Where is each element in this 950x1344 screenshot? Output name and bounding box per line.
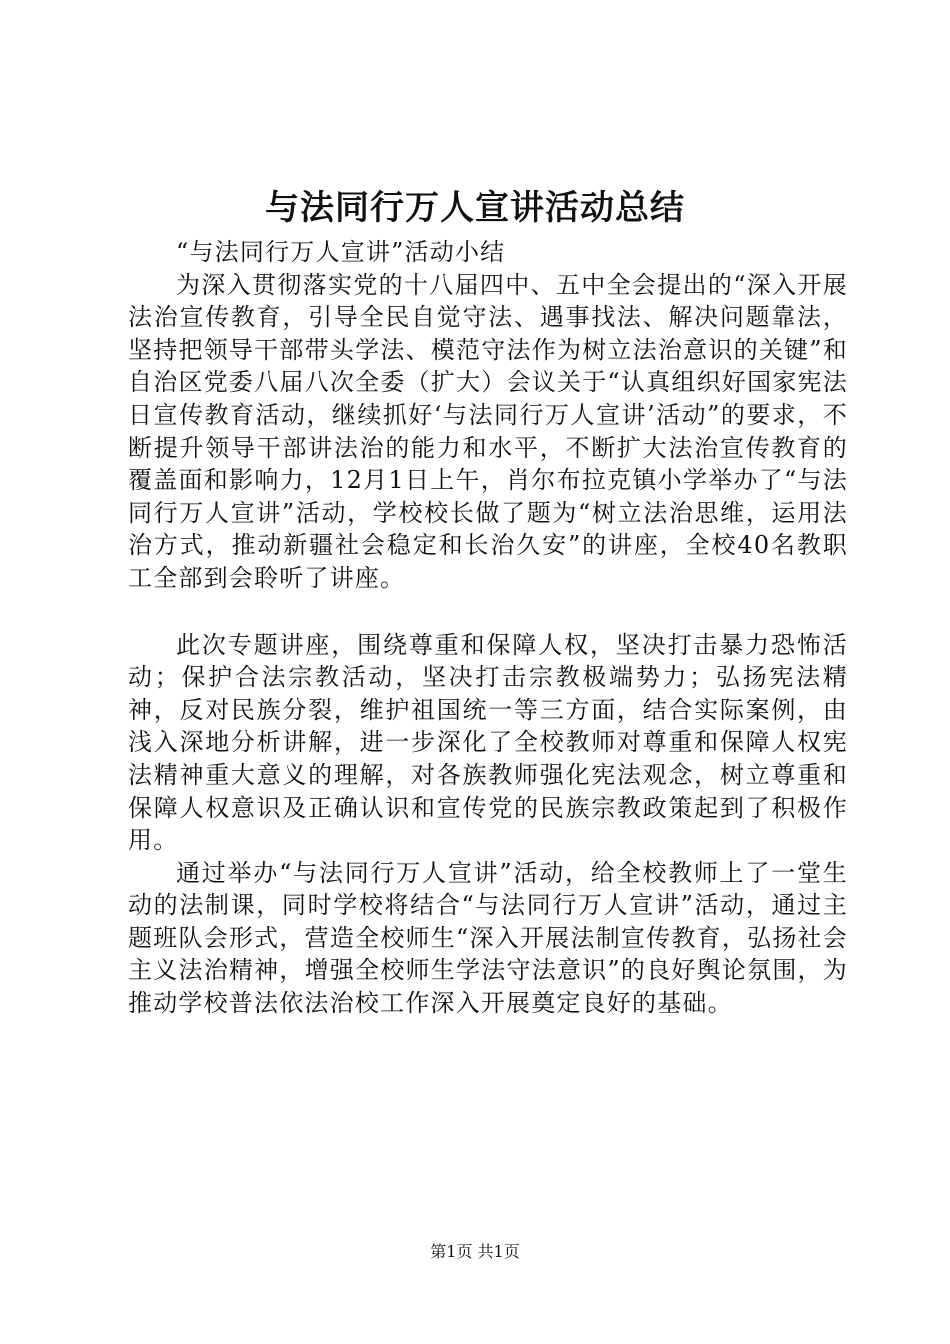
document-subtitle: “与法同行万人宣讲”活动小结 bbox=[176, 238, 506, 266]
paragraph-2: 此次专题讲座，围绕尊重和保障人权，坚决打击暴力恐怖活动；保护合法宗教活动，坚决打击宗教极端势力；弘扬宪法精神，反对民族分裂，维护祖国统一等三方面，结合实际案例，由浅入深地分析讲解，进一步深化了全校教师对尊重和保障人权宪法精神重大意义的理解，对各族教师强化宪法观念，树立尊重和保障人权意识及正确认识和宣传党的民族宗教政策起到了积极作用。 bbox=[128, 630, 848, 855]
document-title: 与法同行万人宣讲活动总结 bbox=[265, 188, 685, 228]
paragraph-3: 通过举办“与法同行万人宣讲”活动，给全校教师上了一堂生动的法制课，同时学校将结合“与法同行万人宣讲”活动，通过主题班队会形式，营造全校师生“深入开展法制宣传教育，弘扬社会主义法治精神，增强全校师生学法守法意识”的良好舆论氛围，为推动学校普法依法治校工作深入开展奠定良好的基础。 bbox=[128, 858, 848, 1018]
page-footer: 第1页 共1页 bbox=[430, 1242, 520, 1261]
document-body bbox=[128, 236, 848, 1020]
paragraph-1: 为深入贯彻落实党的十八届四中、五中全会提出的“深入开展法治宣传教育，引导全民自觉守法、遇事找法、解决问题靠法，坚持把领导干部带头学法、模范守法作为树立法治意识的关键”和自治区党委八届八次全委（扩大）会议关于“认真组织好国家宪法日宣传教育活动，继续抓好‘与法同行万人宣讲’活动”的要求，不断提升领导干部讲法治的能力和水平，不断扩大法治宣传教育的覆盖面和影响力，12月1日上午，肖尔布拉克镇小学举办了“与法同行万人宣讲”活动，学校校长做了题为“树立法治思维，运用法治方式，推动新疆社会稳定和长治久安”的讲座，全校40名教职工全部到会聆听了讲座。 bbox=[128, 270, 848, 592]
paragraph-spacer bbox=[128, 595, 848, 629]
